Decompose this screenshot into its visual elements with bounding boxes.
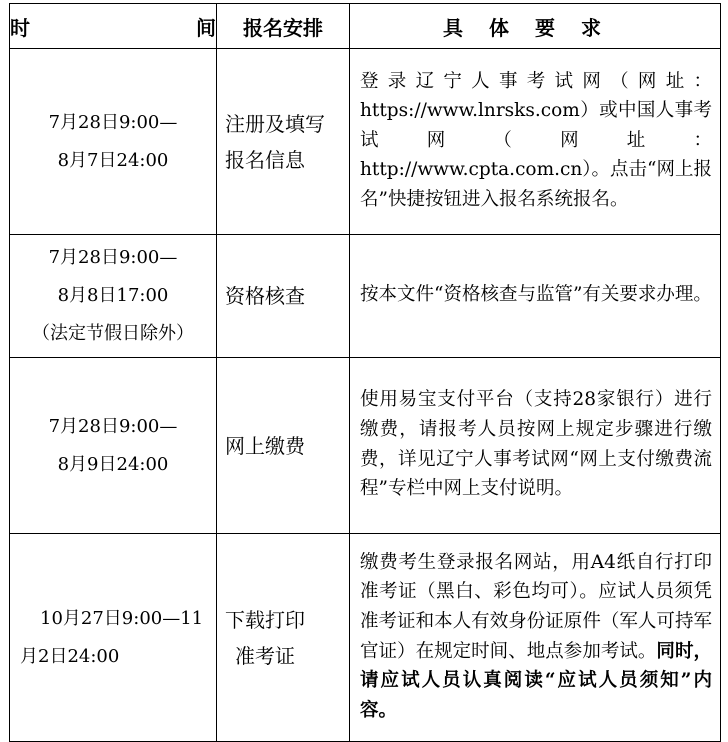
arrangement-cell bbox=[217, 235, 350, 358]
time-line: 8月9日24:00 bbox=[57, 453, 169, 475]
time-line: 7月28日9:00— bbox=[48, 415, 178, 437]
time-line: 月2日24:00 bbox=[20, 645, 120, 667]
time-line: 8月8日17:00 bbox=[57, 285, 169, 306]
arrangement-line: 下载打印 bbox=[225, 607, 305, 632]
time-line: 10月27日9:00—11 bbox=[40, 607, 204, 629]
arrangement-cell bbox=[217, 534, 350, 742]
header-requirements: 具体要求 bbox=[350, 4, 721, 49]
arrangement-line: 注册及填写 bbox=[225, 111, 325, 136]
time-cell bbox=[10, 235, 217, 358]
arrangement-cell bbox=[217, 358, 350, 534]
header-time: 时间 bbox=[10, 4, 217, 49]
time-cell bbox=[10, 358, 217, 534]
time-line: 8月7日24:00 bbox=[57, 149, 169, 171]
arrangement-line: 准考证 bbox=[235, 643, 295, 668]
table-row bbox=[10, 358, 721, 534]
registration-schedule-table bbox=[9, 3, 721, 742]
table-header-row bbox=[10, 4, 721, 49]
arrangement-line: 资格核查 bbox=[225, 284, 305, 308]
requirement-cell: 使用易宝支付平台（支持28家银行）进行缴费，请报考人员按网上规定步骤进行缴费，详见辽宁人事考试网“网上支付缴费流程”专栏中网上支付说明。 bbox=[350, 358, 721, 534]
time-line: 7月28日9:00— bbox=[48, 111, 178, 133]
requirement-cell bbox=[350, 534, 721, 742]
table-row bbox=[10, 235, 721, 358]
arrangement-line: 报名信息 bbox=[225, 147, 305, 172]
requirement-text: 缴费考生登录报名网站，用A4纸自行打印准考证（黑白、彩色均可）。应试人员须凭准考证和本人有效身份证原件（军人可持军官证）在规定时间、地点参加考试。 bbox=[360, 551, 712, 662]
requirement-bold-notice: 同时，请应试人员认真阅读“应试人员须知”内容。 bbox=[360, 640, 712, 721]
time-line: 7月28日9:00— bbox=[48, 247, 178, 268]
requirement-cell: 登录辽宁人事考试网（网址：https://www.lnrsks.com）或中国人事考试网（网址：http://www.cpta.com.cn）。点击“网上报名”快捷按钮进入报名系统报名。 bbox=[350, 49, 721, 235]
table-row bbox=[10, 534, 721, 742]
header-arrangement: 报名安排 bbox=[217, 4, 350, 49]
arrangement-cell bbox=[217, 49, 350, 235]
time-cell bbox=[10, 49, 217, 235]
time-cell bbox=[10, 534, 217, 742]
time-line: （法定节假日除外） bbox=[32, 323, 194, 344]
requirement-cell: 按本文件“资格核查与监管”有关要求办理。 bbox=[350, 235, 721, 358]
arrangement-line: 网上缴费 bbox=[225, 433, 305, 458]
table-row bbox=[10, 49, 721, 235]
